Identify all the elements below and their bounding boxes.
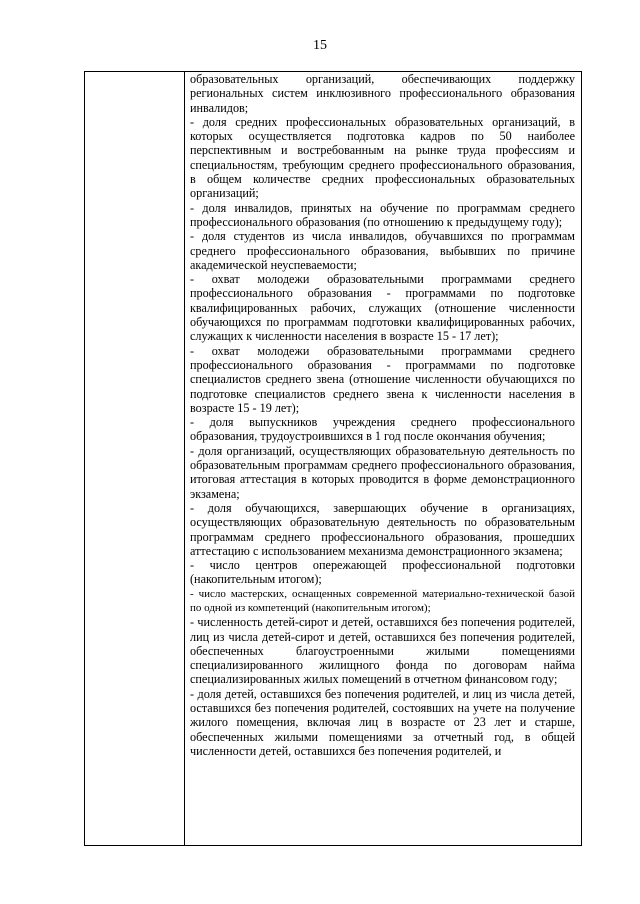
- page-number: 15: [313, 38, 327, 53]
- indicator-paragraph: - число мастерских, оснащенных современной материально-технической базой по одной из компетенций (накопительным итогом);: [190, 587, 575, 614]
- indicator-paragraph: - доля организаций, осуществляющих образовательную деятельность по образовательным программам среднего профессионального образования, итоговая аттестация в которых проводится в форме демонстрационного экзамена;: [190, 443, 575, 501]
- content-table: [84, 71, 582, 846]
- indicator-paragraph: - число центров опережающей профессиональной подготовки (накопительным итогом);: [190, 558, 575, 587]
- indicator-paragraph: - численность детей-сирот и детей, оставшихся без попечения родителей, лиц из числа детей-сирот и детей, оставшихся без попечения родителей, обеспеченных благоустроенными жилыми помещениями специализированного жилищного фонда по договорам найма специализированных жилых помещений в отчетном финансовом году;: [190, 615, 575, 687]
- table-right-cell: [185, 72, 581, 845]
- indicator-paragraph: - доля выпускников учреждения среднего профессионального образования, трудоустроившихся в 1 год после окончания обучения;: [190, 415, 575, 444]
- indicator-paragraph: - охват молодежи образовательными программами среднего профессионального образования - программами по подготовке квалифицированных рабочих, служащих (отношение численности обучающихся по программам подготовки квалифицированных рабочих, служащих к численности населения в возрасте 15 - 17 лет);: [190, 272, 575, 344]
- indicator-paragraph: - доля средних профессиональных образовательных организаций, в которых осуществляется подготовка кадров по 50 наиболее перспективным и востребованным на рынке труда профессиям и специальностям, требующим среднего профессионального образования, в общем количестве средних профессиональных образовательных организаций;: [190, 114, 575, 201]
- indicator-paragraph: - охват молодежи образовательными программами среднего профессионального образования - программами по подготовке специалистов среднего звена (отношение численности обучающихся по подготовке специалистов среднего звена к численности населения в возрасте 15 - 19 лет);: [190, 343, 575, 415]
- indicator-paragraph: - доля студентов из числа инвалидов, обучавшихся по программам среднего профессионального образования, выбывших по причине академической неуспеваемости;: [190, 229, 575, 272]
- indicator-paragraph: - доля обучающихся, завершающих обучение в организациях, осуществляющих образовательную деятельность по образовательным программам среднего профессионального образования, прошедших аттестацию с использованием механизма демонстрационного экзамена;: [190, 500, 575, 558]
- indicator-paragraph: - доля детей, оставшихся без попечения родителей, и лиц из числа детей, оставшихся без попечения родителей, состоявших на учете на получение жилого помещения, включая лиц в возрасте от 23 лет и старше, обеспеченных жилыми помещениями за отчетный год, в общей численности детей, оставшихся без попечения родителей, и: [190, 686, 575, 758]
- indicator-paragraph: образовательных организаций, обеспечивающих поддержку региональных систем инклюзивного профессионального образования инвалидов;: [190, 72, 575, 115]
- table-left-cell: [85, 72, 185, 845]
- indicator-paragraph: - доля инвалидов, принятых на обучение по программам среднего профессионального образования (по отношению к предыдущему году);: [190, 200, 575, 229]
